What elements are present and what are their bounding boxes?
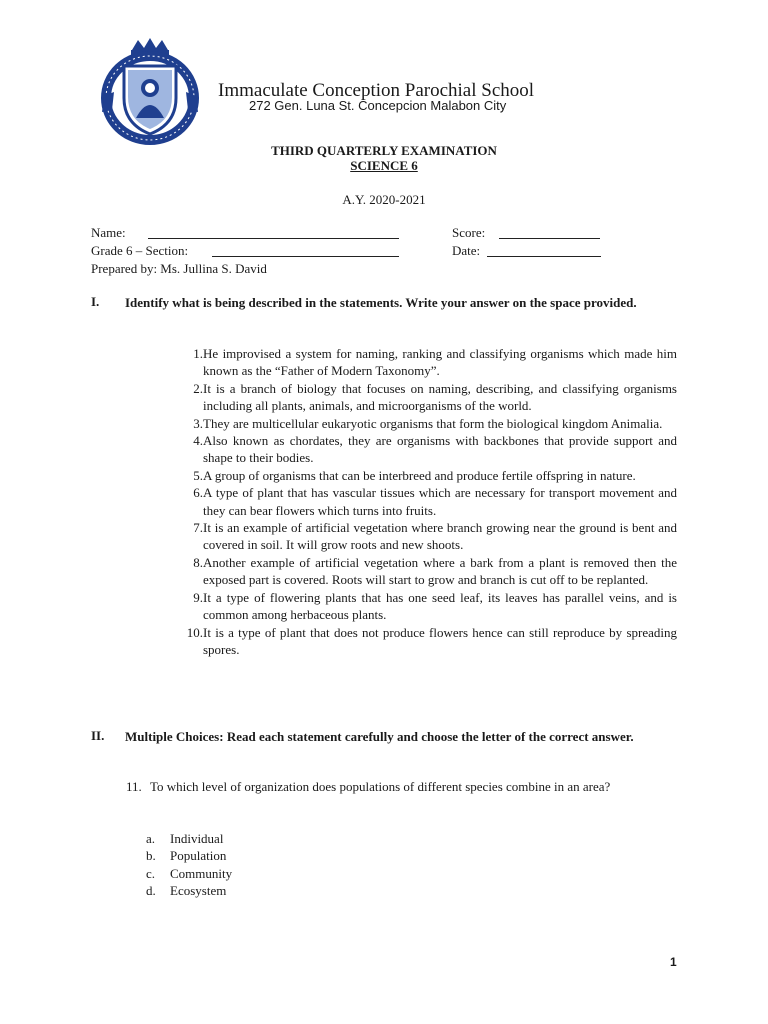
- page-number: 1: [670, 955, 677, 969]
- item-number: 4.: [193, 433, 203, 449]
- page-header: [0, 0, 768, 140]
- item-number: 9.: [193, 589, 203, 605]
- school-name: Immaculate Conception Parochial School: [218, 80, 535, 101]
- item-number: 8.: [193, 554, 203, 570]
- academic-year: A.Y. 2020-2021: [342, 192, 426, 207]
- section-2-number: II.: [91, 728, 105, 743]
- date-label: Date:: [452, 243, 481, 258]
- exam-subject: SCIENCE 6: [350, 158, 418, 173]
- list-item: [172, 432, 677, 467]
- choice-a[interactable]: [146, 830, 232, 847]
- score-line[interactable]: [499, 238, 600, 239]
- list-item: [172, 345, 677, 380]
- answer-choices: [146, 830, 232, 900]
- choice-text: Community: [170, 865, 233, 881]
- prepared-by: Prepared by: Ms. Jullina S. David: [91, 261, 267, 276]
- item-text: It is an example of artificial vegetation where branch growing near the ground is bent and covered in soil. It will grow roots and new shoots.: [203, 520, 677, 553]
- item-text: They are multicellular eukaryotic organisms that form the biological kingdom Animalia.: [203, 415, 663, 431]
- question-11: [126, 778, 677, 796]
- section-2-instruction: Multiple Choices: Read each statement carefully and choose the letter of the correct answer.: [125, 729, 634, 744]
- section-1-number: I.: [91, 294, 100, 309]
- item-text: It is a type of plant that does not produce flowers hence can still reproduce by spreading spores.: [203, 624, 677, 657]
- list-item: [172, 415, 677, 432]
- choice-text: Population: [170, 848, 227, 864]
- item-number: 10.: [186, 624, 203, 640]
- choice-letter: d.: [146, 883, 156, 899]
- item-number: 2.: [193, 380, 203, 396]
- item-text: It a type of flowering plants that has one seed leaf, its leaves has parallel veins, and is common among herbaceous plants.: [203, 589, 677, 623]
- section-label: Grade 6 – Section:: [91, 243, 189, 258]
- item-text: It is a branch of biology that focuses on naming, describing, and classifying organisms including all plants, animals, and microorganisms of the world.: [203, 380, 677, 414]
- list-item: [172, 467, 677, 484]
- item-number: 6.: [193, 485, 203, 501]
- item-number: 5.: [193, 467, 203, 483]
- list-item: [172, 554, 677, 589]
- section-line[interactable]: [212, 256, 399, 257]
- choice-c[interactable]: [146, 865, 232, 882]
- name-line[interactable]: [148, 238, 399, 239]
- item-number: 7.: [193, 520, 203, 536]
- choice-text: Individual: [170, 831, 224, 846]
- list-item: [172, 519, 677, 554]
- item-number: 1.: [193, 346, 203, 361]
- choice-b[interactable]: [146, 847, 232, 864]
- list-item: [172, 624, 677, 659]
- item-number: 3.: [193, 415, 203, 431]
- choice-letter: c.: [146, 865, 156, 881]
- choice-text: Ecosystem: [170, 883, 227, 899]
- list-item: [172, 380, 677, 415]
- name-label: Name:: [91, 225, 126, 240]
- section-1-items: [172, 345, 677, 658]
- list-item: [172, 484, 677, 519]
- section-1-instruction: Identify what is being described in the statements. Write your answer on the space provided.: [125, 295, 637, 310]
- choice-letter: b.: [146, 848, 156, 864]
- item-text: Another example of artificial vegetation where a bark from a plant is removed then the exposed part is covered. Roots will start to grow and branch is cut off to be replanted.: [203, 554, 677, 588]
- item-text: He improvised a system for naming, ranking and classifying organisms which made him known as the “Father of Modern Taxonomy”.: [203, 346, 677, 379]
- item-text: A type of plant that has vascular tissues which are necessary for transport movement and they can bear flowers which turns into fruits.: [203, 485, 677, 518]
- choice-d[interactable]: [146, 882, 232, 899]
- item-text: Also known as chordates, they are organisms with backbones that provide support and shape to their bodies.: [203, 433, 677, 466]
- item-text: A group of organisms that can be interbreed and produce fertile offspring in nature.: [203, 467, 636, 483]
- school-address: 272 Gen. Luna St. Concepcion Malabon City: [249, 98, 507, 113]
- list-item: [172, 589, 677, 624]
- choice-letter: a.: [146, 831, 156, 846]
- question-text: To which level of organization does populations of different species combine in an area?: [150, 779, 611, 794]
- exam-title: THIRD QUARTERLY EXAMINATION: [271, 143, 497, 158]
- date-line[interactable]: [487, 256, 601, 257]
- score-label: Score:: [452, 225, 486, 240]
- school-seal-icon: [98, 36, 202, 146]
- question-number: 11.: [126, 779, 142, 794]
